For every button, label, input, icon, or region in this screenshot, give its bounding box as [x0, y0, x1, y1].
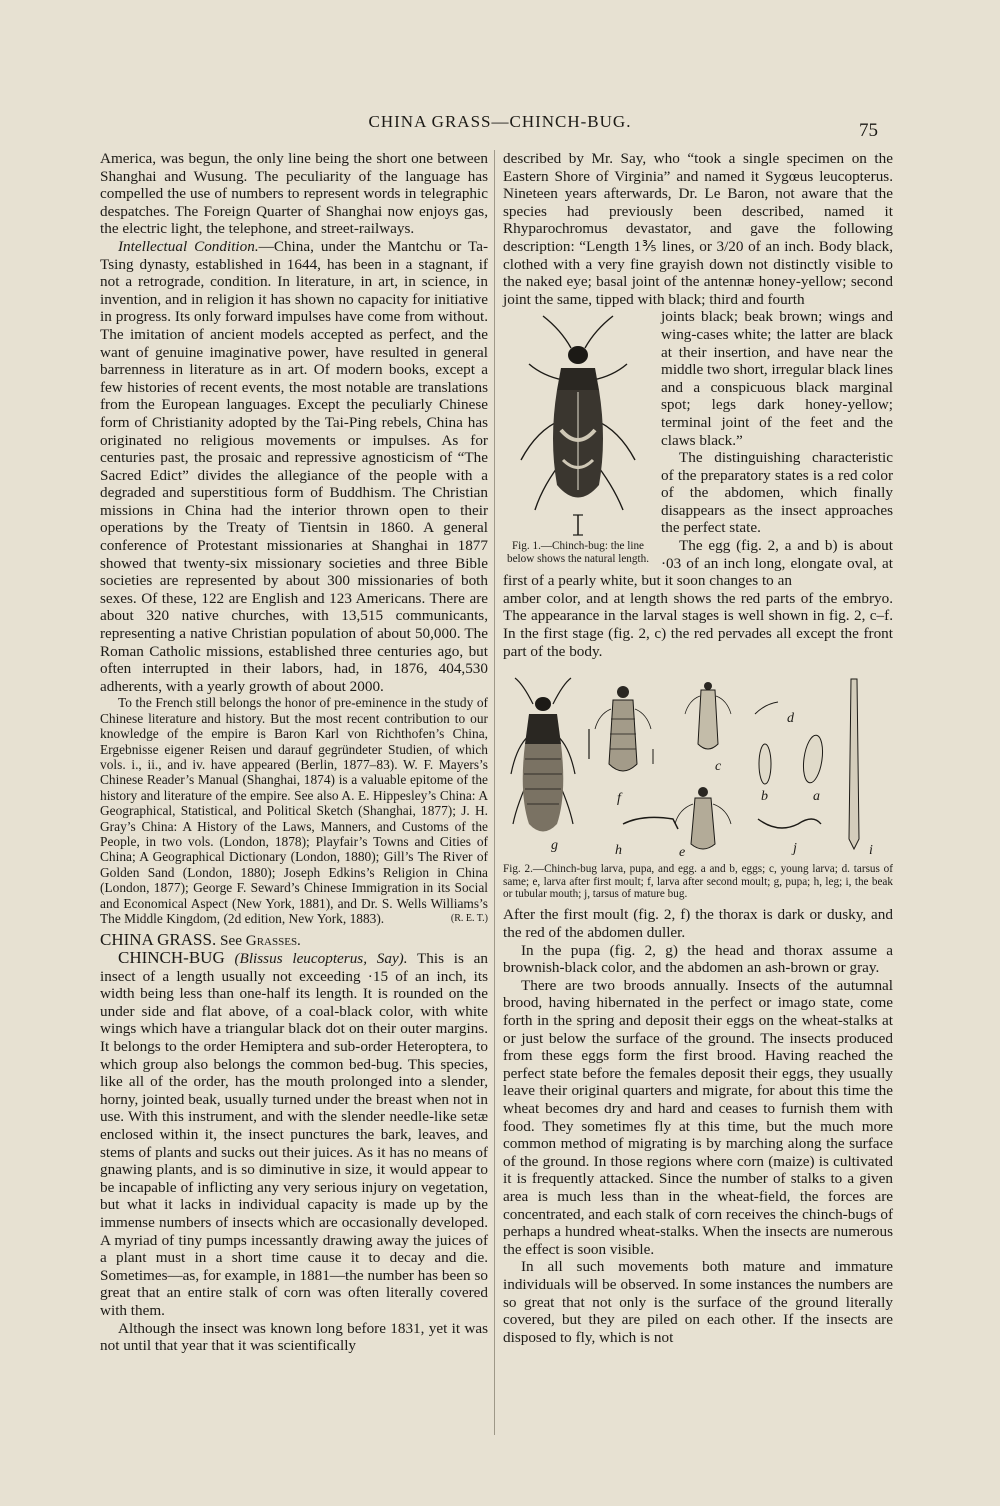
paragraph: After the first moult (fig. 2, f) the thorax is dark or dusky, and the red of the abdomen duller. [503, 906, 893, 942]
figure-2-label: i [869, 843, 873, 859]
figure-2-caption: Fig. 2.—Chinch-bug larva, pupa, and egg. a and b, eggs; c, young larva; d. tarsus of same; e, larva after first moult; f, larva after second moult; g, pupa; h, leg; i, the beak or tubular mouth; j, tarsus of mature bug. [503, 863, 893, 901]
paragraph: There are two broods annually. Insects of the autumnal brood, having hibernated in the perfect or imago state, come forth in the spring and deposit their eggs on the wheat-stalks at or just below the surface of the ground. The insects produced from these eggs form the first brood. Having reached the perfect state before the females deposit their eggs, they usually leave their original quarters and migrate, for about this time the wheat becomes dry and hard and ceases to furnish them with food. They sometimes fly at this time, but the much more common method of migrating is by marching along the surface of the ground. In those regions where corn (maize) is cultivated it is frequently attacked. Since the number of stalks to a given area is much less than in the wheat-field, the forces are concentrated, and each stalk of corn receives the chinch-bugs of perhaps a hundred wheat-stalks. When the insects are numerous the effect is soon visible. [503, 976, 893, 1258]
bibliography [100, 695, 488, 926]
running-title: CHINA GRASS—CHINCH-BUG. [368, 112, 632, 131]
figure-1-caption: Fig. 1.—Chinch-bug: the line below shows the natural length. [507, 540, 649, 565]
entry-heading: CHINA GRASS. [100, 929, 217, 949]
larva-pupa-egg-illustration [503, 674, 893, 859]
paragraph: described by Mr. Say, who “took a single specimen on the Eastern Shore of Virginia” and named it Sygœus leucopterus. Nineteen years afterwards, Dr. Le Baron, not aware that the species had previously been described, named it Rhyparochromus devastator, and gave the following description: “Length 1⅗ lines, or 3/20 of an inch. Body black, clothed with a very fine grayish down not distinctly visible to the naked eye; basal joint of the antennæ honey-yellow; second joint the same, tipped with black; third and fourth [503, 150, 893, 308]
cross-reference [100, 931, 488, 950]
column-divider [494, 150, 495, 1435]
author-signature: (R. E. T.) [450, 913, 488, 925]
paragraph-text: —China, under the Mantchu or Ta-Tsing dynasty, established in 1644, has been in a stagnant, if not a retrograde, condition. In literature, in art, in science, in invention, and in religion it has shown no capacity for initiative in progress. Its only forward impulses have come from without. The imitation of ancient models accepted as perfect, and the want of genuine imaginative power, have resulted in general barrenness in literature as in art. Of modern books, except a few histories of recent events, the most notable are translations from the European languages. Except the peculiarly Chinese form of Christianity adopted by the Tai-Ping rebels, China has originated no religious movements or impulses. As for centuries past, the prosaic and repressive agnosticism of “The Sacred Edict” divides the allegiance of the people with a degraded and superstitious form of Buddhism. The Christian missions in China had the interior thrown open to their operations by the Treaty of Tientsin in 1860. A general conference of Protestant missionaries at Shanghai in 1877 showed that twenty-six missionary societies and three Bible societies are represented by about 300 missionaries of both sexes. Of these, 122 are English and 123 Americans. There are about 320 native churches, with 13,515 communicants, representing a native Christian population of about 50,000. The Roman Catholic missions, established three centuries ago, but often interrupted in their labors, had, in 1876, 404,530 adherents, with a yearly growth of about 2000. [100, 237, 488, 695]
figure-1 [503, 310, 653, 565]
right-column [503, 150, 893, 1346]
left-column [100, 150, 488, 1355]
paragraph: Although the insect was known long before 1831, yet it was not until that year that it was scientifically [100, 1319, 488, 1355]
page-number: 75 [859, 120, 878, 141]
figure-2-label: e [679, 845, 686, 860]
see-label: See [220, 931, 242, 949]
paragraph: The egg (fig. 2, a and b) is about ·03 of an inch long, elongate oval, at first of a pearly white, but it soon changes to an [503, 537, 893, 590]
scientific-name: (Blissus leucopterus, Say). [234, 950, 408, 968]
paragraph: America, was begun, the only line being the short one between Shanghai and Wusung. The peculiarity of the language has compelled the use of numbers to represent words in telegraphic despatches. The Foreign Quarter of Shanghai now enjoys gas, the electric light, the telephone, and street-railways. [100, 150, 488, 238]
figure-2-label: j [793, 841, 797, 857]
see-reference: Grasses. [245, 931, 301, 949]
entry-heading: CHINCH-BUG [118, 948, 225, 968]
paragraph [100, 949, 488, 1319]
figure-2-label: h [615, 843, 622, 859]
figure-2-label: d [787, 711, 794, 727]
figure-2-label: c [715, 759, 722, 775]
paragraph-text: This is an insect of a length usually not exceeding ·15 of an inch, its width being less than one-half its length. It is rounded on the under side and flat above, of a coal-black color, with white wings which have a triangular black dot on their outer margins. It belongs to the order Hemiptera and sub-order Heteroptera, to which group also belongs the common bed-bug. This species, like all of the order, has the mouth prolonged into a slender, horny, jointed beak, usually turned under the breast when not in use. With this instrument, and with the slender needle-like setæ enclosed within it, the insect punctures the bark, leaves, and stems of plants and sucks out their juices. As it has no means of gnawing plants, and is so diminutive in size, it would appear to be incapable of inflicting any very serious injury on vegetation, but what it lacks in individual capacity is made up by the immense numbers of insects which are occasionally developed. A myriad of tiny pumps incessantly drawing away the juices of a plant must in a short time cause it to decay and die. Sometimes—as, for example, in 1881—the number has been so great that an entire stalk of corn was often literally covered with them. [100, 950, 489, 1319]
section-lead: Intellectual Condition. [118, 237, 259, 255]
figure-2-label: f [617, 791, 621, 807]
bibliography-text: To the French still belongs the honor of pre-eminence in the study of Chinese literature and history. But the most recent contribution to our knowledge of the empire is Baron Karl von Richthofen’s China, Ergebnisse eigener Reisen und darauf gegründeter Studien, of which vols. i., ii., and iv. have appeared (Berlin, 1877–83). W. F. Mayers’s Chinese Reader’s Manual (Shanghai, 1874) is a valuable epitome of the history and literature of the empire. See also A. E. Hippesley’s China: A Geographical, Statistical, and Political Sketch (Shanghai, 1877); J. H. Gray’s China: A History of the Laws, Manners, and Customs of the People, in two vols. (London, 1878); Playfair’s Towns and Cities of China; A Geographical Dictionary (London, 1880); Gill’s The River of Golden Sand (London, 1880); Joseph Edkins’s Religion in China (London, 1877); George F. Seward’s Chinese Immigration in its Social and Economical Aspect (New York, 1881), and Dr. S. Wells Williams’s The Middle Kingdom, (2d edition, New York, 1883). [100, 695, 488, 927]
paragraph: In all such movements both mature and immature individuals will be observed. In some instances the numbers are so great that not only is the surface of the ground literally covered, but they are piled on each other. If the insects are disposed to fly, which is not [503, 1258, 893, 1346]
figure-2-label: g [551, 838, 558, 854]
figure-2-label: a [813, 789, 820, 805]
paragraph [100, 238, 488, 695]
paragraph: The distinguishing characteristic of the preparatory states is a red color of the abdomen, which finally disappears as the insect approaches the perfect state. [661, 449, 893, 537]
paragraph: In the pupa (fig. 2, g) the head and thorax assume a brownish-black color, and the abdomen an ash-brown or gray. [503, 941, 893, 977]
chinch-bug-illustration [503, 310, 653, 540]
paragraph: amber color, and at length shows the red parts of the embryo. The appearance in the larval stages is well shown in fig. 2, c–f. In the first stage (fig. 2, c) the red pervades all except the front part of the body. [503, 589, 893, 660]
paragraph: joints black; beak brown; wings and wing-cases white; the latter are black at their insertion, and have near the middle two short, irregular black lines and a conspicuous black marginal spot; legs dark honey-yellow; terminal joint of the feet and the claws black.” [661, 308, 893, 449]
figure-2-label: b [761, 789, 768, 805]
figure-2 [503, 674, 893, 900]
